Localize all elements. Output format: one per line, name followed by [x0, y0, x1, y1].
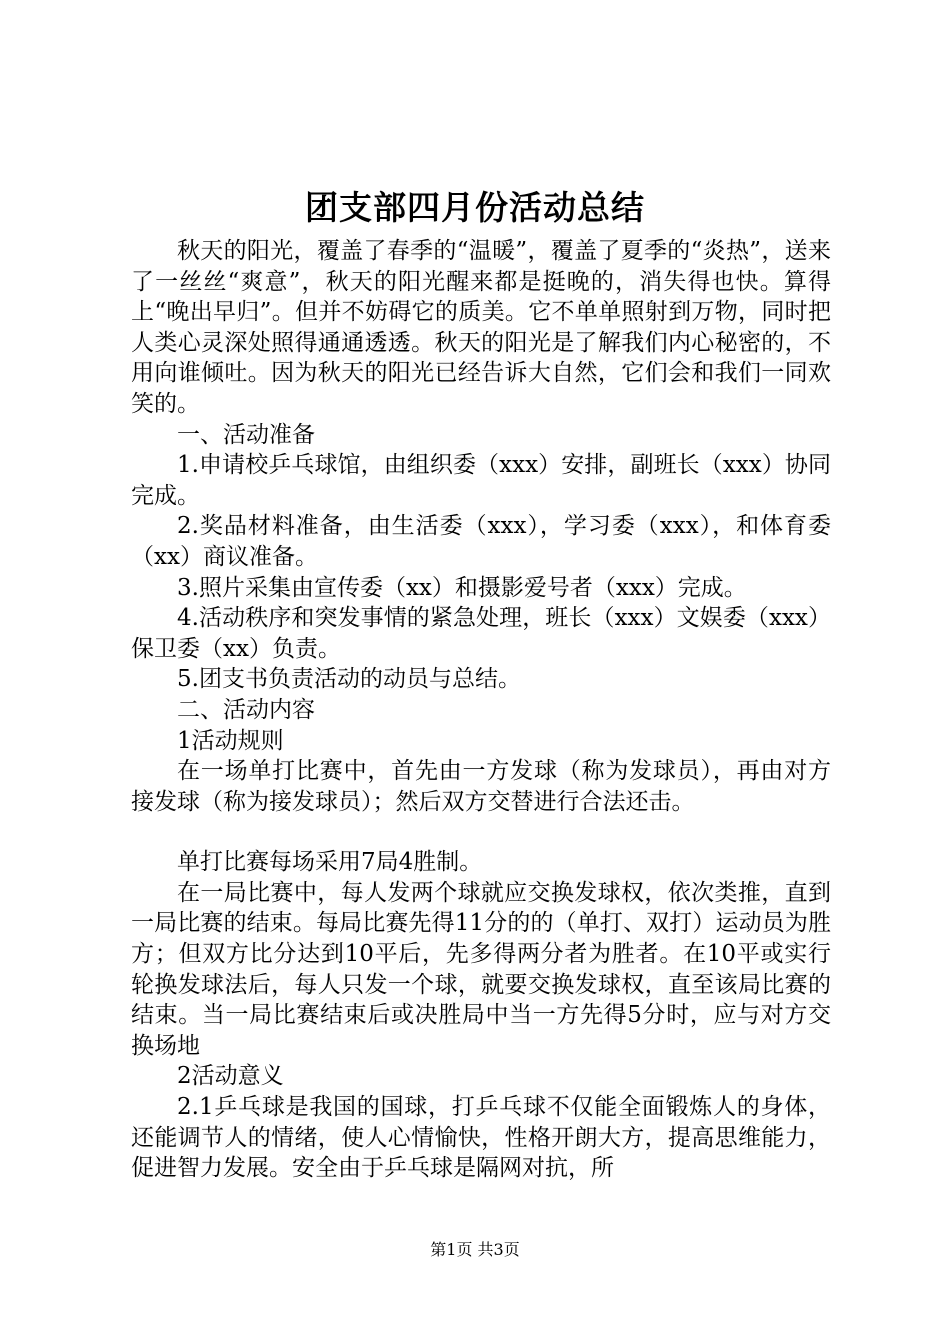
- preparation-item-2: 2.奖品材料准备，由生活委（xxx），学习委（xxx），和体育委（xx）商议准备。: [131, 513, 831, 570]
- preparation-item-3: 3.照片采集由宣传委（xx）和摄影爱号者（xxx）完成。: [177, 574, 747, 601]
- document-title: 团支部四月份活动总结: [305, 188, 645, 227]
- rules-paragraph-serve: 在一场单打比赛中，首先由一方发球（称为发球员），再由对方接发球（称为接发球员）；然后双方交替进行合法还击。: [131, 758, 831, 815]
- significance-paragraph: 2.1乒乓球是我国的国球，打乒乓球不仅能全面锻炼人的身体，还能调节人的情绪，使人心情愉快，性格开朗大方，提高思维能力，促进智力发展。安全由于乒乓球是隔网对抗，所: [131, 1094, 831, 1182]
- preparation-item-4: 4.活动秩序和突发事情的紧急处理，班长（xxx）文娱委（xxx）保卫委（xx）负责。: [131, 605, 831, 662]
- document-body: [131, 236, 831, 1184]
- rules-paragraph-scoring: 在一局比赛中，每人发两个球就应交换发球权，依次类推，直到一局比赛的结束。每局比赛先得11分的的（单打、双打）运动员为胜方；但双方比分达到10平后，先多得两分者为胜者。在10平或实行轮换发球法后，每人只发一个球，就要交换发球权，直至该局比赛的结束。当一局比赛结束后或决胜局中当一方先得5分时，应与对方交换场地: [131, 879, 831, 1059]
- rules-paragraph-format: 单打比赛每场采用7局4胜制。: [177, 849, 483, 876]
- page-indicator: 第1页 共3页: [430, 1240, 520, 1259]
- section-heading-preparation: 一、活动准备: [177, 421, 315, 448]
- intro-paragraph: 秋天的阳光，覆盖了春季的“温暖”，覆盖了夏季的“炎热”，送来了一丝丝“爽意”，秋天的阳光醒来都是挺晚的，消失得也快。算得上“晚出早归”。但并不妨碍它的质美。它不单单照射到万物，同时把人类心灵深处照得通通透透。秋天的阳光是了解我们内心秘密的，不用向谁倾吐。因为秋天的阳光已经告诉大自然，它们会和我们一同欢笑的。: [131, 238, 831, 417]
- subheading-rules: 1活动规则: [177, 727, 284, 754]
- subheading-significance: 2活动意义: [177, 1063, 284, 1090]
- preparation-item-1: 1.申请校乒乓球馆，由组织委（xxx）安排，副班长（xxx）协同完成。: [131, 452, 831, 509]
- section-heading-content: 二、活动内容: [177, 696, 315, 723]
- preparation-item-5: 5.团支书负责活动的动员与总结。: [177, 666, 521, 693]
